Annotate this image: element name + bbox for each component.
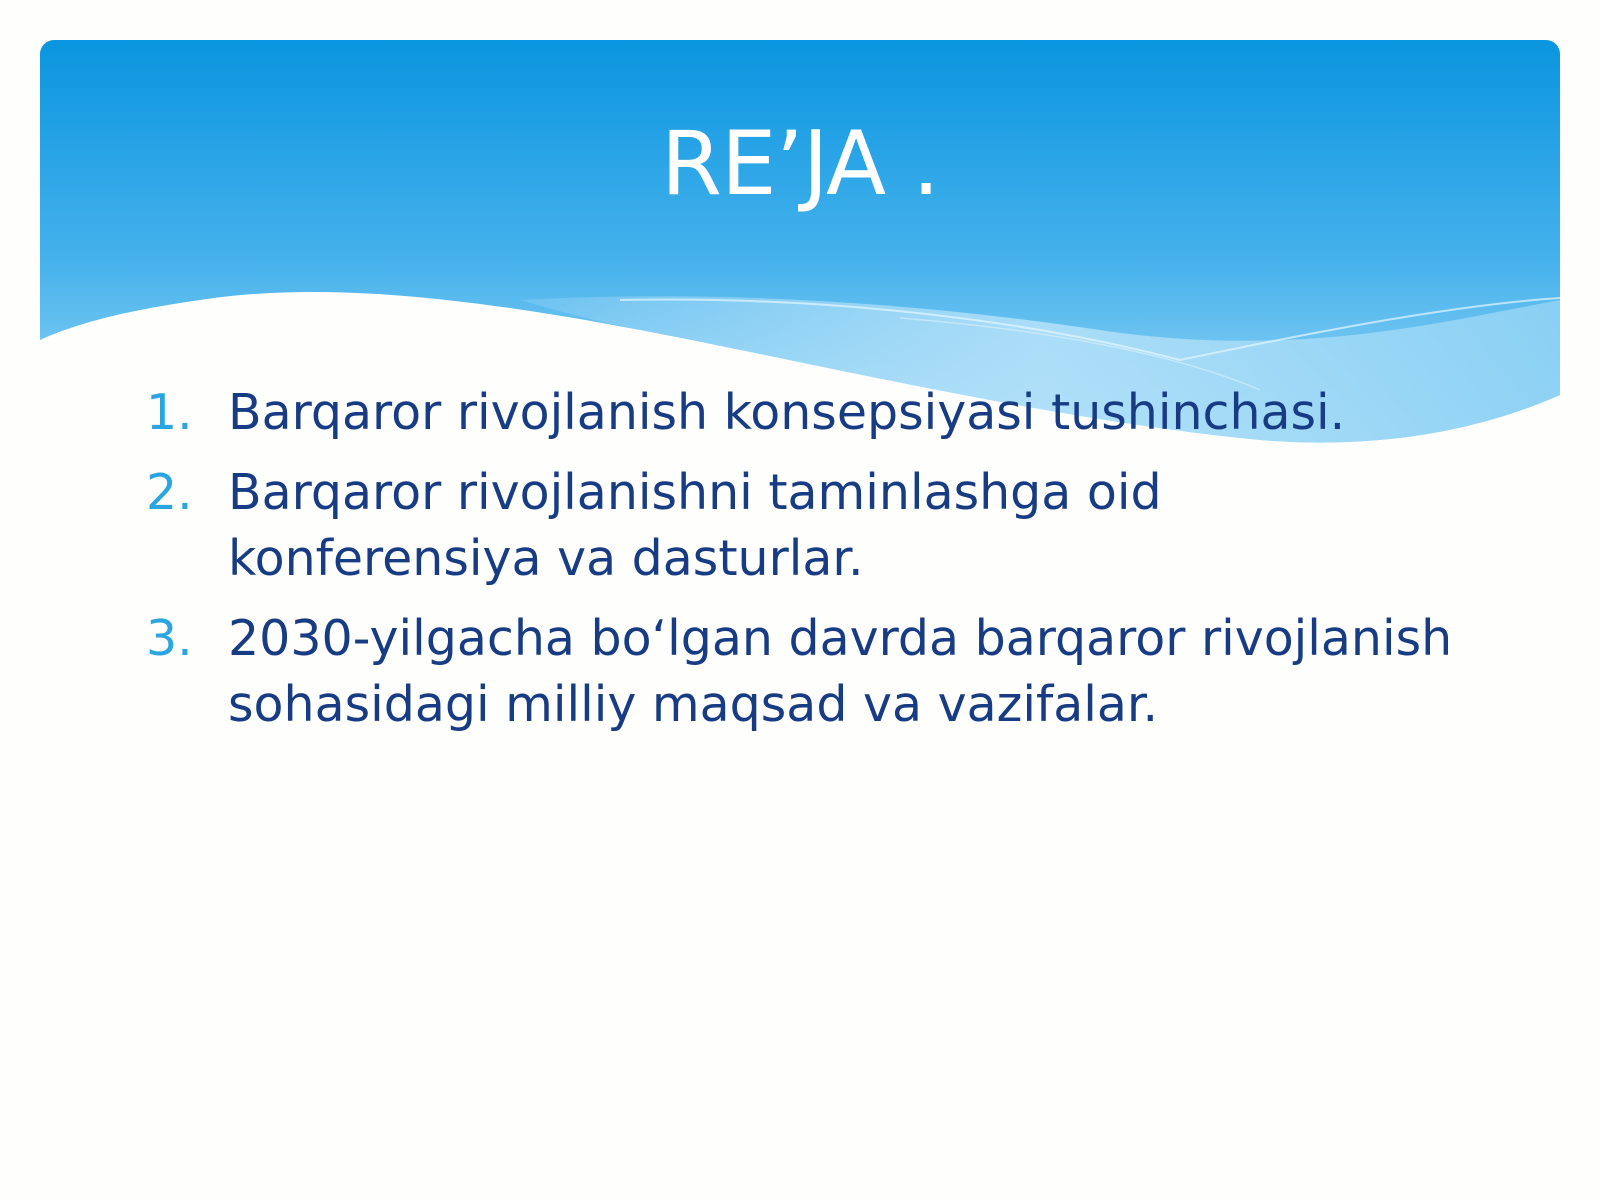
- item-text: 2030-yilgacha bo‘lgan davrda barqaror rivojlanish sohasidagi milliy maqsad va vazifalar.: [228, 610, 1453, 733]
- slide-title: RE’JA .: [660, 112, 940, 215]
- item-number: 2.: [146, 464, 193, 521]
- item-number: 3.: [146, 610, 193, 667]
- list-item: [146, 460, 1486, 592]
- list-item: [146, 380, 1486, 446]
- item-number: 1.: [146, 384, 193, 441]
- list-item: [146, 606, 1486, 738]
- item-text: Barqaror rivojlanishni taminlashga oid konferensiya va dasturlar.: [228, 464, 1162, 587]
- agenda-list: [146, 380, 1486, 752]
- item-text: Barqaror rivojlanish konsepsiyasi tushinchasi.: [228, 384, 1346, 441]
